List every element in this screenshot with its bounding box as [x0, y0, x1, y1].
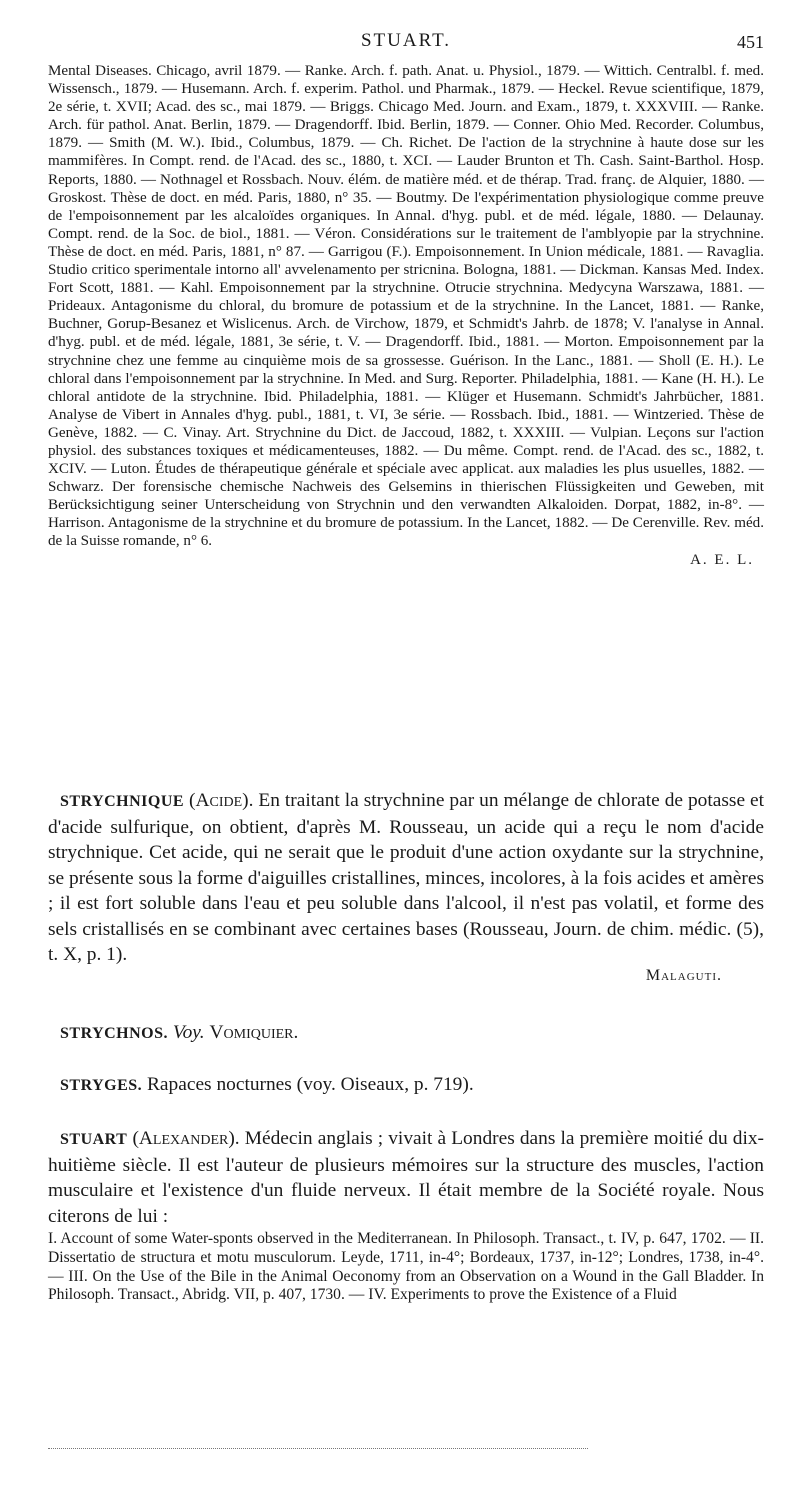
body-strychnique: En traitant la strychnine par un mélange de chlorate de potasse et d'acide sulfurique, on obtient, d'après M. Rousseau, un acide qui a reçu le nom d'acide strychnique. Cet acide, qui ne serait que le produit d'une action oxydante sur la strychnine, se présente sous la forme d'aiguilles cristallines, minces, incolores, à la fois acides et amères ; il est fort soluble dans l'eau et peu soluble dans l'alcool, il n'est pas volatil, et forme des sels cristallisés en se combinant avec certaines bases (Rousseau, Journ. de chim. médic. (5), t. X, p. 1). — [48, 790, 764, 965]
entry-strychnique — [48, 788, 764, 984]
headword-strychnos: STRYCHNOS. — [60, 1025, 169, 1042]
bibliography-signature: A. E. L. — [690, 551, 754, 568]
entry-stryges — [48, 1072, 764, 1099]
footer-rule — [48, 1448, 588, 1449]
headword-strychnique: STRYCHNIQUE — [60, 793, 185, 810]
entry-strychnos — [48, 1020, 764, 1047]
headword-stuart: STUART — [60, 1131, 128, 1148]
bibliography-block — [48, 62, 764, 569]
works-list — [48, 1230, 764, 1305]
body-stryges: Rapaces nocturnes (voy. Oiseaux, p. 719). — [147, 1074, 474, 1095]
entry-stuart — [48, 1126, 764, 1229]
qualifier-stuart: (Alexander). — [132, 1128, 240, 1149]
qualifier-strychnique: (Acide). — [189, 790, 254, 811]
headword-stryges: STRYGES. — [60, 1077, 143, 1094]
page-number: 451 — [737, 32, 764, 52]
signature-strychnique: Malaguti. — [645, 966, 722, 984]
bibliography-text: Mental Diseases. Chicago, avril 1879. — Ranke. Arch. f. path. Anat. u. Physiol., 1879. — Wittich. Centralbl. f. med. Wissensch., 1879. — Husemann. Arch. f. experim. Pathol. und Pharmak., 1879. — Heckel. Revue scientifique, 1879, 2e série, t. XVII; Acad. des sc., mai 1879. — Briggs. Chicago Med. Journ. and Exam., 1879, t. XXXVIII. — Ranke. Arch. für pathol. Anat. Berlin, 1879. — Dragendorff. Ibid. Berlin, 1879. — Conner. Ohio Med. Recorder. Columbus, 1879. — Smith (M. W.). Ibid., Columbus, 1879. — Ch. Richet. De l'action de la strychnine à haute dose sur les mammifères. In Compt. rend. de l'Acad. des sc., 1880, t. XCI. — Lauder Brunton et Th. Cash. Saint-Barthol. Hosp. Reports, 1880. — Nothnagel et Rossbach. Nouv. élém. de matière méd. et de thérap. Trad. franç. de Alquier, 1880. — Groskost. Thèse de doct. en méd. Paris, 1880, n° 35. — Boutmy. De l'expérimentation physiologique comme preuve de l'empoisonnement par les alcaloïdes organiques. In Annal. d'hyg. publ. et de méd. légale, 1880. — Delaunay. Compt. rend. de la Soc. de biol., 1881. — Véron. Considérations sur le traitement de l'amblyopie par la strychnine. Thèse de doct. en méd. Paris, 1881, n° 87. — Garrigou (F.). Empoisonnement. In Union médicale, 1881. — Ravaglia. Studio critico sperimentale intorno all' avvelenamento per stricnina. Bologna, 1881. — Dickman. Kansas Med. Index. Fort Scott, 1881. — Kahl. Empoisonnement par la strychnine. Otrucie strychnina. Medycyna Warszawa, 1881. — Prideaux. Antagonisme du chloral, du bromure de potassium et de la strychnine. In the Lancet, 1881. — Ranke, Buchner, Gorup-Besanez et Wislicenus. Arch. de Virchow, 1879, et Schmidt's Jahrb. de 1878; V. l'analyse in Annal. d'hyg. publ. et de méd. légale, 1881, 3e série, t. V. — Dragendorff. Ibid., 1881. — Morton. Empoisonnement par la strychnine chez une femme au cinquième mois de sa grossesse. Guérison. In the Lanc., 1881. — Sholl (E. H.). Le chloral dans l'empoisonnement par la strychnine. In Med. and Surg. Reporter. Philadelphia, 1881. — Kane (H. H.). Le chloral antidote de la strychnine. Ibid. Philadelphia, 1881. — Klüger et Husemann. Schmidt's Jahrbücher, 1881. Analyse de Vibert in Annales d'hyg. publ., 1881, t. VI, 3e série. — Rossbach. Ibid., 1881. — Wintzeried. Thèse de Genève, 1882. — C. Vinay. Art. Strychnine du Dict. de Jaccoud, 1882, t. XXXIII. — Vulpian. Leçons sur l'action physiol. des substances toxiques et médicamenteuses, 1882. — Du même. Compt. rend. de l'Acad. des sc., 1882, t. XCIV. — Luton. Études de thérapeutique générale et spéciale avec applicat. aux maladies les plus usuelles, 1882. — Schwarz. Der forensische chemische Nachweis des Gelsemins in thierischen Flüssigkeiten und Geweben, mit Berücksichtigung seiner Unterscheidung von Strychnin und den verwandten Alkaloiden. Dorpat, 1882, in-8°. — Harrison. Antagonisme de la strychnine et du bromure de potassium. In the Lancet, 1882. — De Cerenville. Rev. méd. de la Suisse romande, n° 6. — [48, 63, 764, 550]
running-head: STUART. — [360, 30, 452, 51]
voy-strychnos: Voy. — [172, 1022, 205, 1043]
works-text: I. Account of some Water-sponts observed in the Mediterranean. In Philosoph. Transact., t. IV, p. 647, 1702. — II. Dissertatio de structura et motu musculorum. Leyde, 1711, in-4°; Bordeaux, 1737, in-12°; Londres, 1738, in-4°. — III. On the Use of the Bile in the Animal Oeconomy from an Observation on a Wound in the Gall Bladder. In Philosoph. Transact., Abridg. VII, p. 407, 1730. — IV. Experiments to prove the Existence of a Fluid — [48, 1230, 764, 1304]
page-header — [48, 30, 764, 56]
body-stuart: Médecin anglais ; vivait à Londres dans la première moitié du dix-huitième siècle. Il est l'auteur de plusieurs mémoires sur la structure des muscles, l'action musculaire et l'existence d'un fluide nerveux. Il était membre de la Société royale. Nous citerons de lui : — [48, 1128, 764, 1227]
ref-strychnos: Vomiquier. — [209, 1022, 299, 1043]
